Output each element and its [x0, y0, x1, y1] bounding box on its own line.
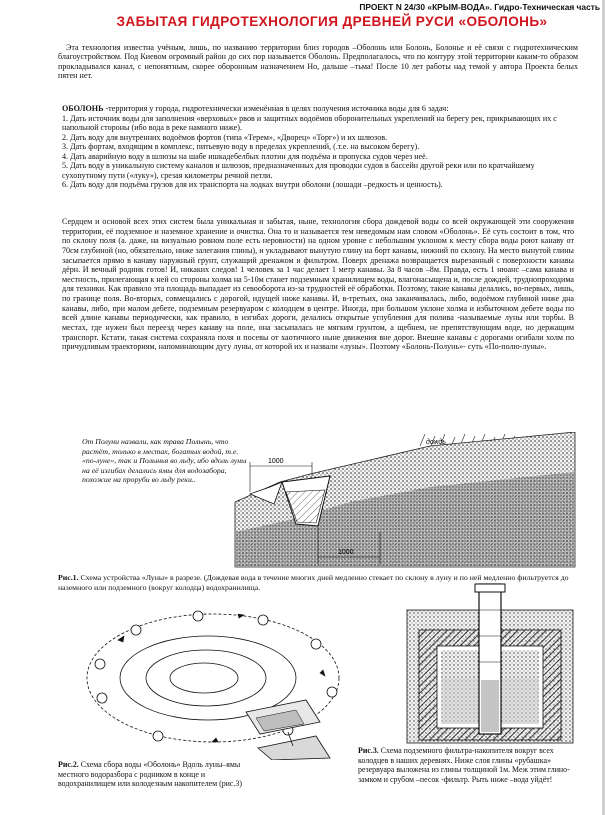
dimension-bottom-label: 1000	[338, 549, 354, 556]
figure2-caption-label: Рис.2.	[58, 760, 79, 769]
goal-item: 6. Дать воду для подъёма грузов для их транспорта на лодках внутри оболони (лошади –редкость и ценность).	[62, 180, 443, 190]
figure3-caption	[358, 746, 580, 785]
figure3-caption-text: Схема подземного фильтра-накопителя вокруг всех колодцев в наших деревнях. Ниже слоя глины «рубашка» резервуара выложена из глины толщиной 1м. Меж этим глино-замком и срубом –песок -фильтр. Рыть ниже –вода уйдёт!	[358, 746, 570, 784]
well-head	[475, 584, 505, 592]
goal-item: 2. Дать воду для внутренних водоёмов фортов (типа «Терем», «Дворец» «Торг») и их шлюзов.	[62, 132, 388, 142]
rain-label: дождь	[426, 439, 446, 446]
figure3-well-filter	[405, 580, 575, 745]
figure1-caption-text: Схема устройства «Луны» в разрезе. (Дождевая вода в течение многих дней медленно стекает по склону в луну и по ней медленно фильтруется до наземного или подземного (вокруг колодца) водохранилища.	[58, 573, 569, 592]
goal-item: 5. Дать воду в уникальную систему каналов и шлюзов, предназначенных для проводки судов в бассейн другой реки или по кратчайшему сухопутному пути («луку»), срезая километры речной петли.	[62, 161, 535, 180]
goal-item: 4. Дать аварийную воду в шлюзы на шабе ишкадебелбых плотин для подъёма и пропуска судов через неё.	[62, 151, 428, 161]
figure2-caption-text: Схема сбора воды «Оболонь» Вдоль луны–ямы местного водоразбора с родником в конце и водохранилищем или колодезным накопителем (рис.3)	[58, 760, 242, 789]
intro-paragraph: Эта технология известна учёным, лишь, по названию территории близ городов –Оболонь или Болонь, Болонье и её связи с гидротехническим благоустройством. Под Киевом огромный район до сих пор называется Оболонь. Предполагалось, что по контуру этой территории каким-то образом прокладывался канал, с непонятным, скорее оборонным назначением Но, дальше –тьма! После 10 лет работы над темой у автора Проекта белых пятен нет.	[58, 43, 578, 81]
definition-line	[62, 104, 572, 114]
contour-ring	[170, 663, 238, 693]
well-water	[481, 680, 499, 732]
goal-item: 3. Дать фортам, входящим в комплекс, питьевую воду в пределах укреплений, (.т.е. на высоком берегу).	[62, 142, 420, 152]
figure2-caption	[58, 760, 263, 789]
figure3-caption-label: Рис.3.	[358, 746, 379, 755]
definition-term: ОБОЛОНЬ	[62, 104, 104, 113]
goal-item: 1. Дать источник воды для заполнения «верховых» рвов и защитных водоёмов оборонительных укреплений на берегу рек, прикрывающих их с напольной стороны (ибо вода в реке намного ниже).	[62, 113, 557, 133]
project-header: ПРОЕКТ N 24/30 «КРЫМ-ВОДА». Гидро-Техническая часть	[359, 2, 600, 12]
goals-section	[62, 104, 572, 190]
figure1-cross-section	[230, 432, 580, 572]
definition-text: -территория у города, гидротехнически изменённая в целях получения источника воды для 6 задач:	[103, 104, 449, 113]
dimension-top-label: 1000	[268, 458, 284, 465]
poem-note: От Полуни назвали, как трава Полынь, что растёт, только в местах, богатых водой, т.е. «по-луне», так и Полынья во льду, ибо вдоль луны на её изгибах делались ямы для водозабора, похожие на проруби во льду реки..	[82, 437, 247, 484]
core-text-paragraph: Сердцем и основой всех этих систем была уникальная и забытая, ныне, технология сбора дождевой воды со всей окружающей эти сооружения территории, её подземное и наземное хранение и очистка. Она то и называется тем неведомым нам словом «Оболонь». Её суть состоит в том, что по склону поля (а. даже, на визуально ровном поле есть неровности) на одном уровне с небольшим уклоном к месту сбора воды роют канаву от 70см глубиной (но, обязательно, ниже залегания глины), и укладывают вынутую глину на борт канавы, нижний по склону. На место вынутой глины засыпается прямо в канаву наружный грунт, служащий дренажом и фильтром. Поверх дренажа возвращается вырезанный с поверхности канавы дёрн. И вечный родник готов! И, никаких следов! 1 человек за 1 час делает 1 метр канавы. За 8 часов –8м. Правда, есть 1 нюанс –сама канава и местность, прилегающая к ней со стороны холма на 5-10м станет подземным хранилищем воды, влагонасыщена и, после дождей, труднопроходима для техники. Как правило эта площадь выпадает из севооборота из-за трудностей её обработки. Поэтому, такие канавы делались, во-первых, лишь, по границе поля. Во-вторых, совмещались с дорогой, идущей ниже канавы. И, в-третьих, она заканчивалась, либо, водоёмом глубиной ниже дна канавы, либо, при малом дебете, подземным резервуаром с колодцем в центре. Иногда, при большом уклоне холма и избыточном дебете воды по всей длине канавы периодически, как правило, в изгибах дороги, делались открытые углубления для полива -называемые луны или торбы. В местах, где нужен был переезд через канаву на поле, она засыпалась не мягким грунтом, а щебнем, не препятствующим воде, но держащим транспорт. Кстати, такая система сохраняла поля и посевы от хаотичного ныне движения вне дорог. Внешне канавы с дорогами огибали холм по причудливым траекториям, напоминающим дугу луны, от которой их и назвали «луны». Поэтому «Болонь-Полунь»- суть «По-полю-луны».	[62, 217, 574, 352]
contour-ring	[146, 650, 266, 706]
figure1-caption-label: Рис.1.	[58, 573, 79, 582]
figure2-plan-view	[58, 600, 343, 760]
document-title: ЗАБЫТАЯ ГИДРОТЕХНОЛОГИЯ ДРЕВНЕЙ РУСИ «ОБОЛОНЬ»	[116, 14, 548, 29]
reservoir-base	[258, 736, 330, 760]
